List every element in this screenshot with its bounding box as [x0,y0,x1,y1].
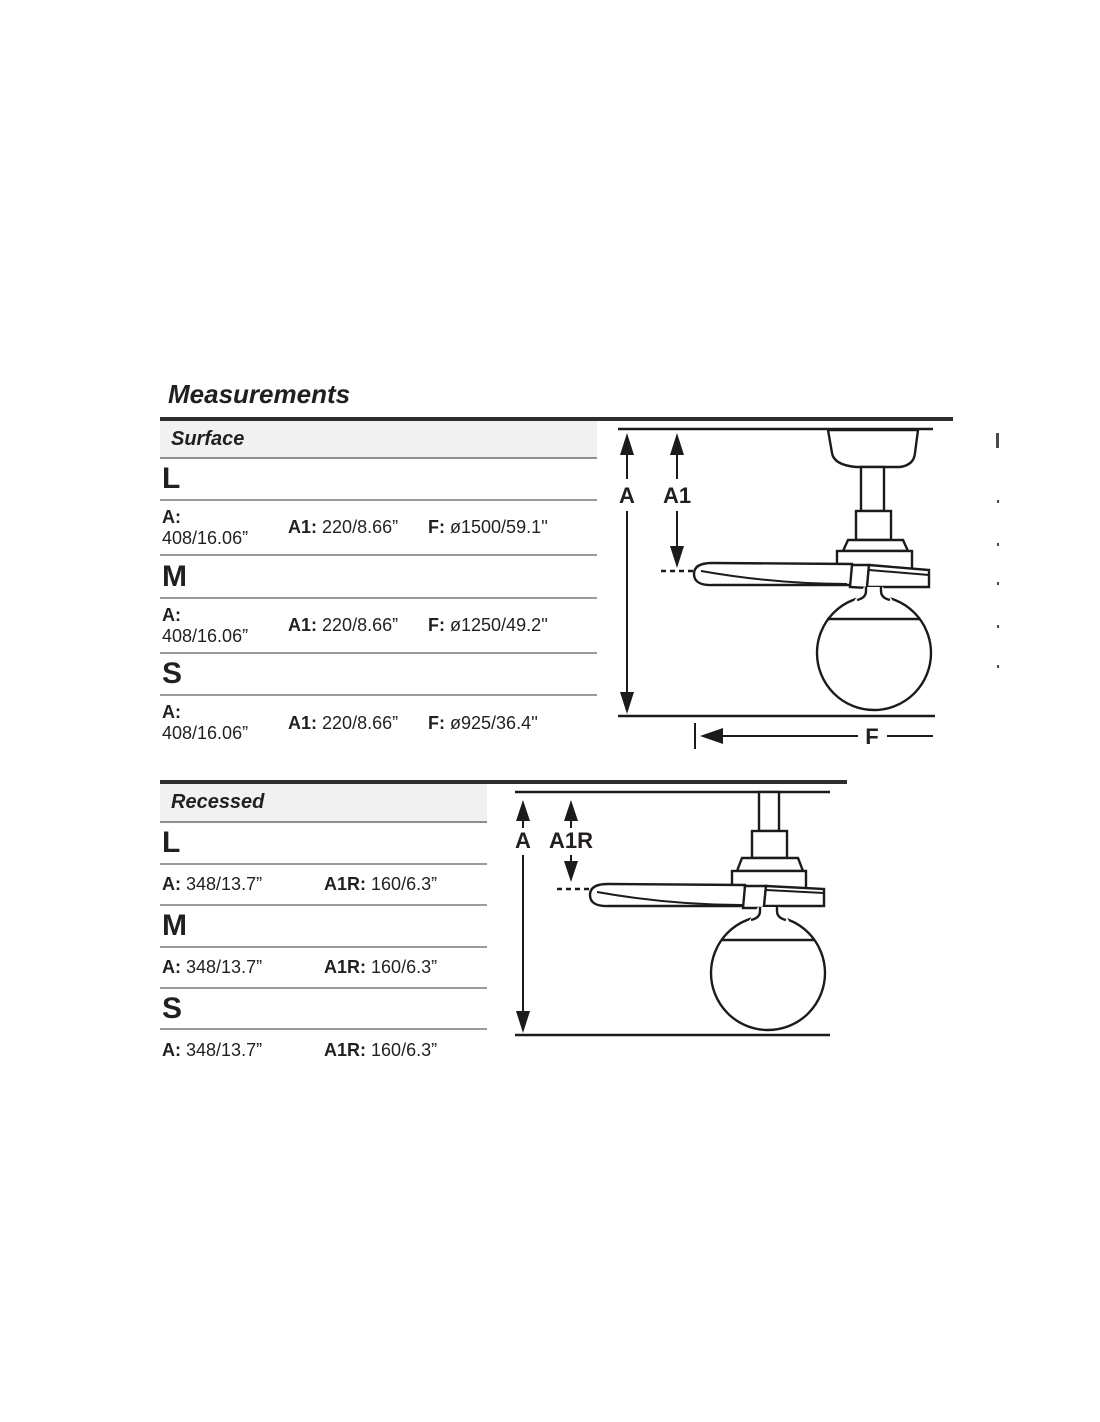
dimension-a1-label: A1: [288,615,318,635]
dimension-f-cell [428,615,597,636]
surface-data-row-l [160,501,597,556]
coupler [856,511,891,540]
dimension-a-value: 348/13.7” [186,874,263,894]
dim-a1-label: A1 [662,483,692,508]
dimension-f-cell [428,517,597,538]
dimension-a-label: A: [162,957,181,977]
dimension-a1r-value: 160/6.3” [371,957,438,977]
arrowhead-down [564,861,578,882]
surface-size-row-s [160,654,597,696]
recessed-data-row-m [160,948,487,989]
dimension-a1-cell [288,713,428,734]
size-label: L [162,462,181,495]
recessed-size-row-m [160,906,487,948]
dimension-f-value: ø1250/49.2'' [450,615,548,635]
page-edge-artifact [997,625,999,628]
dimension-a-cell [162,702,288,744]
dimension-a1-value: 220/8.66” [322,615,399,635]
surface-size-row-l [160,459,597,501]
dimension-a1r-value: 160/6.3” [371,1040,438,1060]
dim-f-label: F [865,724,879,749]
arrowhead-up [564,800,578,821]
dimension-a1r-label: A1R: [324,874,367,894]
size-label: S [162,991,183,1025]
dimension-a-label: A: [162,604,181,625]
surface-mount-diagram [600,415,1020,765]
page-title: Measurements [168,379,351,409]
dimension-a-cell [162,957,324,978]
arrowhead-down [670,546,684,568]
recessed-header-label: Recessed [171,791,265,813]
dimension-f-label: F: [428,517,445,537]
dimension-a-cell [162,507,288,549]
glass-globe [817,596,931,710]
dimension-a1-cell [288,517,428,538]
page-edge-artifact [996,433,999,448]
dimension-a1r-value: 160/6.3” [371,874,438,894]
arrowhead-up [670,433,684,455]
dimension-f-label: F: [428,712,445,733]
dimension-a1r-cell [324,1040,487,1061]
dimension-a-value: 348/13.7” [186,1040,263,1060]
blade-hub [743,886,766,908]
fan-blade-right [764,886,824,906]
arrowhead-up [620,433,634,455]
surface-size-row-m [160,556,597,599]
dimension-a-label: A: [162,506,181,527]
arrowhead-down [620,692,634,714]
arrowhead-left [700,728,723,744]
arrowhead-up [516,800,530,821]
recessed-size-row-s [160,989,487,1030]
dimension-a1-label: A1: [288,712,318,733]
canopy [828,430,918,467]
size-label: M [162,559,187,593]
dim-a1r-label: A1R [548,828,594,853]
page-edge-artifact [997,500,999,503]
motor-cap [843,540,908,551]
dimension-a-label: A: [162,702,181,722]
dimension-a1r-label: A1R: [324,957,367,977]
surface-data-row-m [160,599,597,654]
dimension-a-value: 408/16.06” [162,723,249,743]
dimension-a1r-label: A1R: [324,1040,367,1060]
dimension-a1r-cell [324,874,487,895]
dimension-a1-cell [288,615,428,636]
recessed-data-row-l [160,865,487,906]
recessed-table [160,784,487,1071]
dimension-a-value: 408/16.06” [162,625,249,646]
dimension-f-cell [428,713,597,734]
size-label: L [162,826,181,859]
dimension-a1-value: 220/8.66” [322,517,399,537]
dimension-a-label: A: [162,874,181,894]
dimension-a1-label: A1: [288,517,318,537]
recessed-data-row-s [160,1030,487,1071]
dim-a-label: A [619,483,635,508]
page-edge-artifact [997,665,999,668]
fan-blade-right [867,565,929,587]
dimension-a-cell [162,1040,324,1061]
recessed-table-header [160,784,487,823]
size-label: M [162,909,187,942]
dimension-a-value: 348/13.7” [186,957,263,977]
page-edge-artifact [997,582,999,585]
dimension-f-label: F: [428,615,445,635]
dimension-f-value: ø1500/59.1'' [450,517,548,537]
dimension-a1-value: 220/8.66” [322,712,399,733]
page-edge-artifact [997,543,999,546]
arrowhead-down [516,1011,530,1033]
downrod [861,467,884,511]
surface-table-header [160,421,597,459]
size-label: S [162,657,183,690]
dimension-f-value: ø925/36.4'' [450,712,538,733]
downrod [759,792,779,831]
surface-header-label: Surface [171,427,245,450]
recessed-mount-diagram [500,775,860,1070]
coupler [752,831,787,858]
dimension-a-label: A: [162,1040,181,1060]
surface-table [160,421,597,750]
motor-cap [737,858,803,871]
dimension-a-value: 408/16.06” [162,527,249,548]
glass-globe [711,916,825,1030]
surface-data-row-s [160,696,597,750]
dimension-a-cell [162,605,288,647]
dimension-a-cell [162,874,324,895]
dim-a-label: A [515,828,531,853]
dimension-a1r-cell [324,957,487,978]
recessed-size-row-l [160,823,487,865]
